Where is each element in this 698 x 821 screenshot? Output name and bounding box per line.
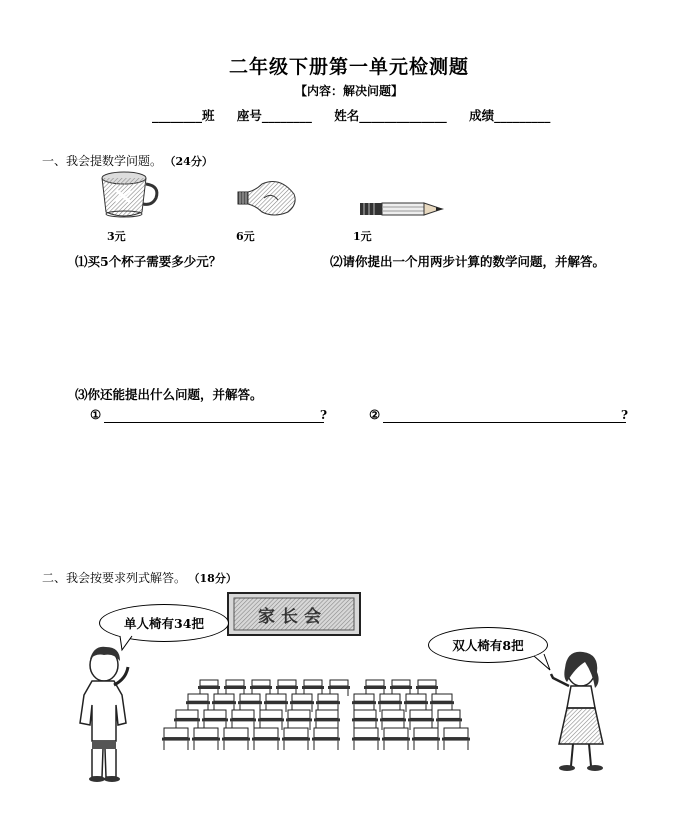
- chairs-illustration: [160, 672, 560, 762]
- bubble-right-text: 双人椅有8把: [452, 638, 524, 653]
- chair: [352, 694, 376, 712]
- chair: [442, 728, 470, 750]
- blank-2-label: ②: [369, 407, 381, 422]
- chair: [290, 694, 314, 712]
- chair: [430, 694, 454, 712]
- section1-heading: [42, 152, 213, 169]
- chair: [380, 710, 406, 730]
- section2-heading: [42, 569, 237, 586]
- page-subtitle: 【内容：解决问题】: [294, 84, 403, 98]
- chair: [258, 710, 284, 730]
- chair: [312, 728, 340, 750]
- chair: [202, 710, 228, 730]
- banner-text: 家长会: [258, 607, 327, 627]
- chair: [222, 728, 250, 750]
- chair: [412, 728, 440, 750]
- blank-1-qmark: ?: [320, 408, 328, 422]
- chair: [186, 694, 210, 712]
- lightbulb-icon: [234, 180, 298, 216]
- answer-blank-1[interactable]: [104, 406, 324, 423]
- chair: [282, 728, 310, 750]
- chair: [352, 710, 378, 730]
- chair: [174, 710, 200, 730]
- pencil-icon: [358, 198, 448, 220]
- chair: [252, 728, 280, 750]
- chair: [238, 694, 262, 712]
- question-2: ⑵请你提出一个用两步计算的数学问题，并解答。: [330, 254, 606, 269]
- page-title: 二年级下册第一单元检测题: [228, 56, 469, 78]
- chair: [264, 694, 288, 712]
- chair: [408, 710, 434, 730]
- chair: [382, 728, 410, 750]
- question-1: ⑴买5个杯子需要多少元？: [75, 254, 222, 269]
- answer-blank-2[interactable]: [383, 406, 629, 423]
- lightbulb-price: 6元: [236, 230, 255, 243]
- chair: [436, 710, 462, 730]
- section1-title: 一、我会提数学问题。: [42, 154, 163, 168]
- chair: [212, 694, 236, 712]
- class-field[interactable]: ________班: [152, 108, 215, 123]
- chair: [162, 728, 190, 750]
- boy-figure: [70, 645, 140, 785]
- section1-points: （24分）: [170, 155, 213, 168]
- blank-1-label: ①: [90, 407, 102, 422]
- chair: [314, 710, 340, 730]
- chair: [192, 728, 220, 750]
- pencil-price: 1元: [353, 230, 372, 243]
- chair: [316, 694, 340, 712]
- chair: [286, 710, 312, 730]
- score-field[interactable]: 成绩_________: [469, 108, 551, 123]
- blank-2-qmark: ?: [621, 408, 629, 422]
- chair: [378, 694, 402, 712]
- bubble-left-text: 单人椅有34把: [124, 616, 204, 631]
- section2-title: 二、我会按要求列式解答。: [42, 571, 187, 585]
- cup-icon: [100, 170, 160, 220]
- student-info-line: [152, 106, 568, 124]
- question-3: ⑶你还能提出什么问题，并解答。: [75, 387, 263, 402]
- chair: [404, 694, 428, 712]
- seat-field[interactable]: 座号________: [236, 108, 312, 123]
- chair: [230, 710, 256, 730]
- cup-price: 3元: [107, 230, 126, 243]
- speech-bubble-right: [428, 627, 548, 663]
- section2-points: （18分）: [194, 572, 237, 585]
- chair: [352, 728, 380, 750]
- name-field[interactable]: 姓名______________: [334, 108, 447, 123]
